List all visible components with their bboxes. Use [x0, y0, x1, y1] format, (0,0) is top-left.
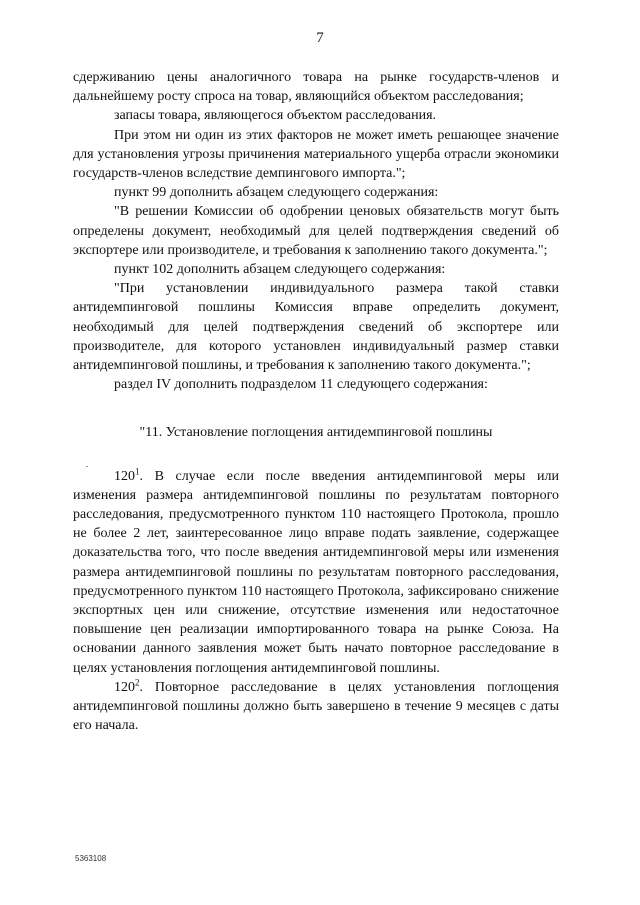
paragraph-5: "В решении Комиссии об одобрении ценовых обязательств могут быть определены документ, необходимый для целей подтверждения сведений об экспортере или производителе, и требования к заполнению такого документа."; [73, 204, 559, 258]
footer-document-code: 5363108 [75, 854, 107, 863]
paragraph-2: запасы товара, являющегося объектом расследования. [114, 108, 437, 124]
clause-superscript: 2 [135, 677, 140, 688]
clause-superscript: 1 [135, 466, 140, 476]
paragraph-6: пункт 102 дополнить абзацем следующего содержания: [114, 262, 446, 278]
clause-120-1 [73, 467, 559, 678]
section-heading: "11. Установление поглощения антидемпинговой пошлины [139, 425, 493, 441]
clause-120-2 [73, 678, 559, 736]
clause-text: . Повторное расследование в целях установления поглощения антидемпинговой пошлины должно быть завершено в течение 9 месяцев с даты его начала. [73, 679, 559, 734]
clause-text: . В случае если после введения антидемпинговой меры или изменения размера антидемпинговой пошлины по результатам повторного расследования, предусмотренного пунктом 110 настоящего Протокола, прошло не более 2 лет, заинтересованное лицо вправе подать заявление, содержащее доказательства того, что после введения антидемпинговой меры или изменения размера антидемпинговой пошлины по результатам повторного расследования, предусмотренного пунктом 110 настоящего Протокола, зафиксировано снижение экспортных цен или снижение, отсутствие изменения или недостаточное повышение цен реализации импортированного товара на рынке Союза. На основании данного заявления может быть начато повторное расследование в целях установления поглощения антидемпинговой пошлины. [73, 468, 559, 676]
clause-number: 120 [114, 468, 135, 484]
paragraph-8: раздел IV дополнить подразделом 11 следующего содержания: [114, 377, 488, 393]
paragraph-7: "При установлении индивидуального размера такой ставки антидемпинговой пошлины Комиссия вправе определить документ, необходимый для целей подтверждения сведений об экспортере или производителе, для которого установлен индивидуальный размер ставки антидемпинговой пошлины, и требования к заполнению такого документа."; [73, 281, 559, 374]
paragraph-4: пункт 99 дополнить абзацем следующего содержания: [114, 185, 439, 201]
page-number: 7 [316, 30, 324, 46]
paragraph-1: сдерживанию цены аналогичного товара на рынке государств-членов и дальнейшему росту спроса на товар, являющийся объектом расследования; [73, 70, 559, 105]
document-body [73, 68, 559, 736]
paragraph-3: При этом ни один из этих факторов не может иметь решающее значение для установления угрозы причинения материального ущерба отрасли экономики государств-членов вследствие демпингового импорта."; [73, 127, 559, 182]
clause-number: 120 [114, 679, 135, 695]
